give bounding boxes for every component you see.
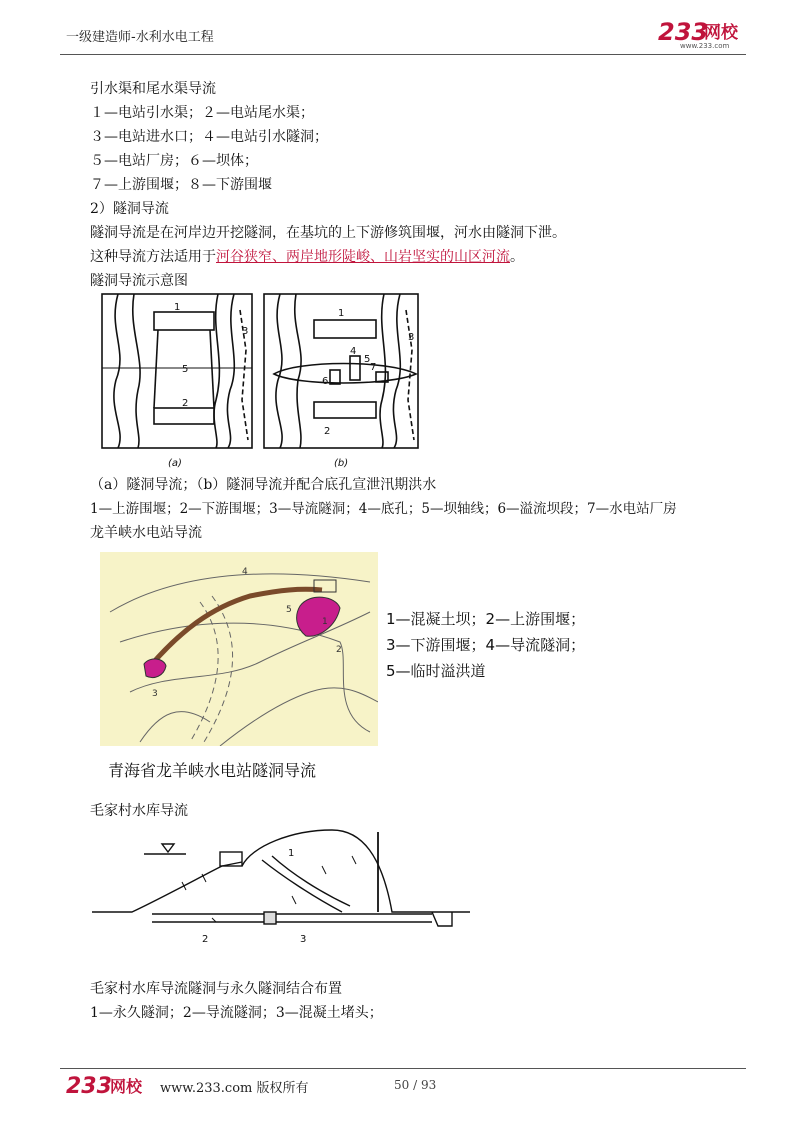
figure-caption: （a）隧洞导流；（b）隧洞导流并配合底孔宣泄汛期洪水 bbox=[90, 477, 437, 493]
concrete-plug bbox=[264, 912, 276, 924]
text-line: ５—电站厂房；６—坝体； bbox=[90, 153, 258, 169]
label-1: 1 bbox=[174, 302, 181, 313]
label-b: (b) bbox=[334, 458, 349, 469]
map-label-5: 5 bbox=[286, 605, 292, 615]
downstream-cofferdam bbox=[314, 402, 376, 418]
figure-caption: 毛家村水库导流隧洞与永久隧洞结合布置 bbox=[90, 981, 342, 997]
dam-body bbox=[274, 364, 416, 384]
water-level-marker bbox=[162, 844, 174, 852]
footer-logo-text: 网校 bbox=[110, 1077, 143, 1096]
map-label-3: 3 bbox=[152, 689, 158, 699]
label-3: 3 bbox=[242, 326, 249, 337]
text-line: 龙羊峡水电站导流 bbox=[90, 525, 202, 541]
map-label-2: 2 bbox=[336, 645, 342, 655]
tunnel-diversion-figure bbox=[98, 290, 422, 474]
label-5: 5 bbox=[182, 364, 189, 375]
page-number: 50 / 93 bbox=[394, 1078, 437, 1092]
logo-number: 233 bbox=[658, 18, 709, 46]
map-label-4: 4 bbox=[242, 567, 248, 577]
text-line: ３—电站进水口；４—电站引水隧洞； bbox=[90, 129, 328, 145]
label-b2: 2 bbox=[324, 426, 331, 437]
figure-legend: 1—上游围堰；2—下游围堰；3—导流隧洞；4—底孔；5—坝轴线；6—溢流坝段；7—水电站厂房 bbox=[90, 501, 677, 517]
header-divider bbox=[60, 54, 746, 55]
contour-line bbox=[380, 294, 385, 448]
text-line bbox=[90, 248, 524, 266]
footer-site: www.233.com 版权所有 bbox=[160, 1081, 309, 1096]
label-b4: 4 bbox=[350, 346, 357, 357]
maojiacun-section bbox=[92, 826, 470, 956]
logo-233-bottom bbox=[66, 1072, 158, 1098]
logo-text: 网校 bbox=[704, 23, 738, 43]
text-suffix: 。 bbox=[510, 249, 524, 265]
label-b6: 6 bbox=[322, 376, 329, 387]
text-line: ７—上游围堰；８—下游围堰 bbox=[90, 177, 272, 193]
text-line: 隧洞导流是在河岸边开挖隧洞，在基坑的上下游修筑围堰，河水由隧洞下泄。 bbox=[90, 225, 566, 241]
map-title: 青海省龙羊峡水电站隧洞导流 bbox=[108, 761, 317, 780]
contour-line bbox=[393, 294, 400, 448]
label-b7: 7 bbox=[370, 362, 377, 373]
label-b3: 3 bbox=[408, 332, 415, 343]
footer-logo-number: 233 bbox=[66, 1074, 112, 1098]
longyangxia-map bbox=[100, 552, 378, 746]
contour-line bbox=[133, 294, 140, 448]
text-line: 引水渠和尾水渠导流 bbox=[90, 81, 216, 97]
text-line: 毛家村水库导流 bbox=[90, 803, 188, 819]
section-heading: 2）隧洞导流 bbox=[90, 201, 169, 217]
label-2: 2 bbox=[182, 398, 189, 409]
section-label-1: 1 bbox=[288, 848, 295, 859]
contour-line bbox=[295, 294, 301, 448]
upstream-cofferdam bbox=[314, 320, 376, 338]
contour-line bbox=[114, 294, 120, 448]
contour-line bbox=[214, 294, 219, 448]
label-a: (a) bbox=[168, 458, 182, 469]
header-title: 一级建造师-水利水电工程 bbox=[66, 30, 214, 45]
dam-slope bbox=[92, 862, 242, 912]
section-label-3: 3 bbox=[300, 934, 307, 945]
map-label-1: 1 bbox=[322, 617, 328, 627]
contour-line bbox=[227, 294, 234, 448]
upstream-cofferdam bbox=[154, 312, 214, 330]
text-line: １—电站引水渠；２—电站尾水渠； bbox=[90, 105, 314, 121]
text-line: 隧洞导流示意图 bbox=[90, 273, 188, 289]
label-b5: 5 bbox=[364, 354, 371, 365]
map-legend: 3—下游围堰；4—导流隧洞； bbox=[386, 636, 586, 654]
figure-legend: 1—永久隧洞；2—导流隧洞；3—混凝土堵头； bbox=[90, 1005, 383, 1021]
map-legend: 5—临时溢洪道 bbox=[386, 662, 486, 680]
footer-divider bbox=[60, 1068, 746, 1069]
highlight-link[interactable]: 河谷狭窄、两岸地形陡峻、山岩坚实的山区河流 bbox=[216, 249, 510, 265]
label-b1: 1 bbox=[338, 308, 345, 319]
logo-233-top bbox=[656, 16, 756, 50]
logo-url: www.233.com bbox=[680, 42, 730, 50]
section-label-2: 2 bbox=[202, 934, 209, 945]
text-prefix: 这种导流方法适用于 bbox=[90, 249, 216, 265]
map-legend: 1—混凝土坝；2—上游围堰； bbox=[386, 610, 586, 628]
downstream-cofferdam bbox=[154, 408, 214, 424]
permanent-tunnel bbox=[262, 860, 342, 912]
